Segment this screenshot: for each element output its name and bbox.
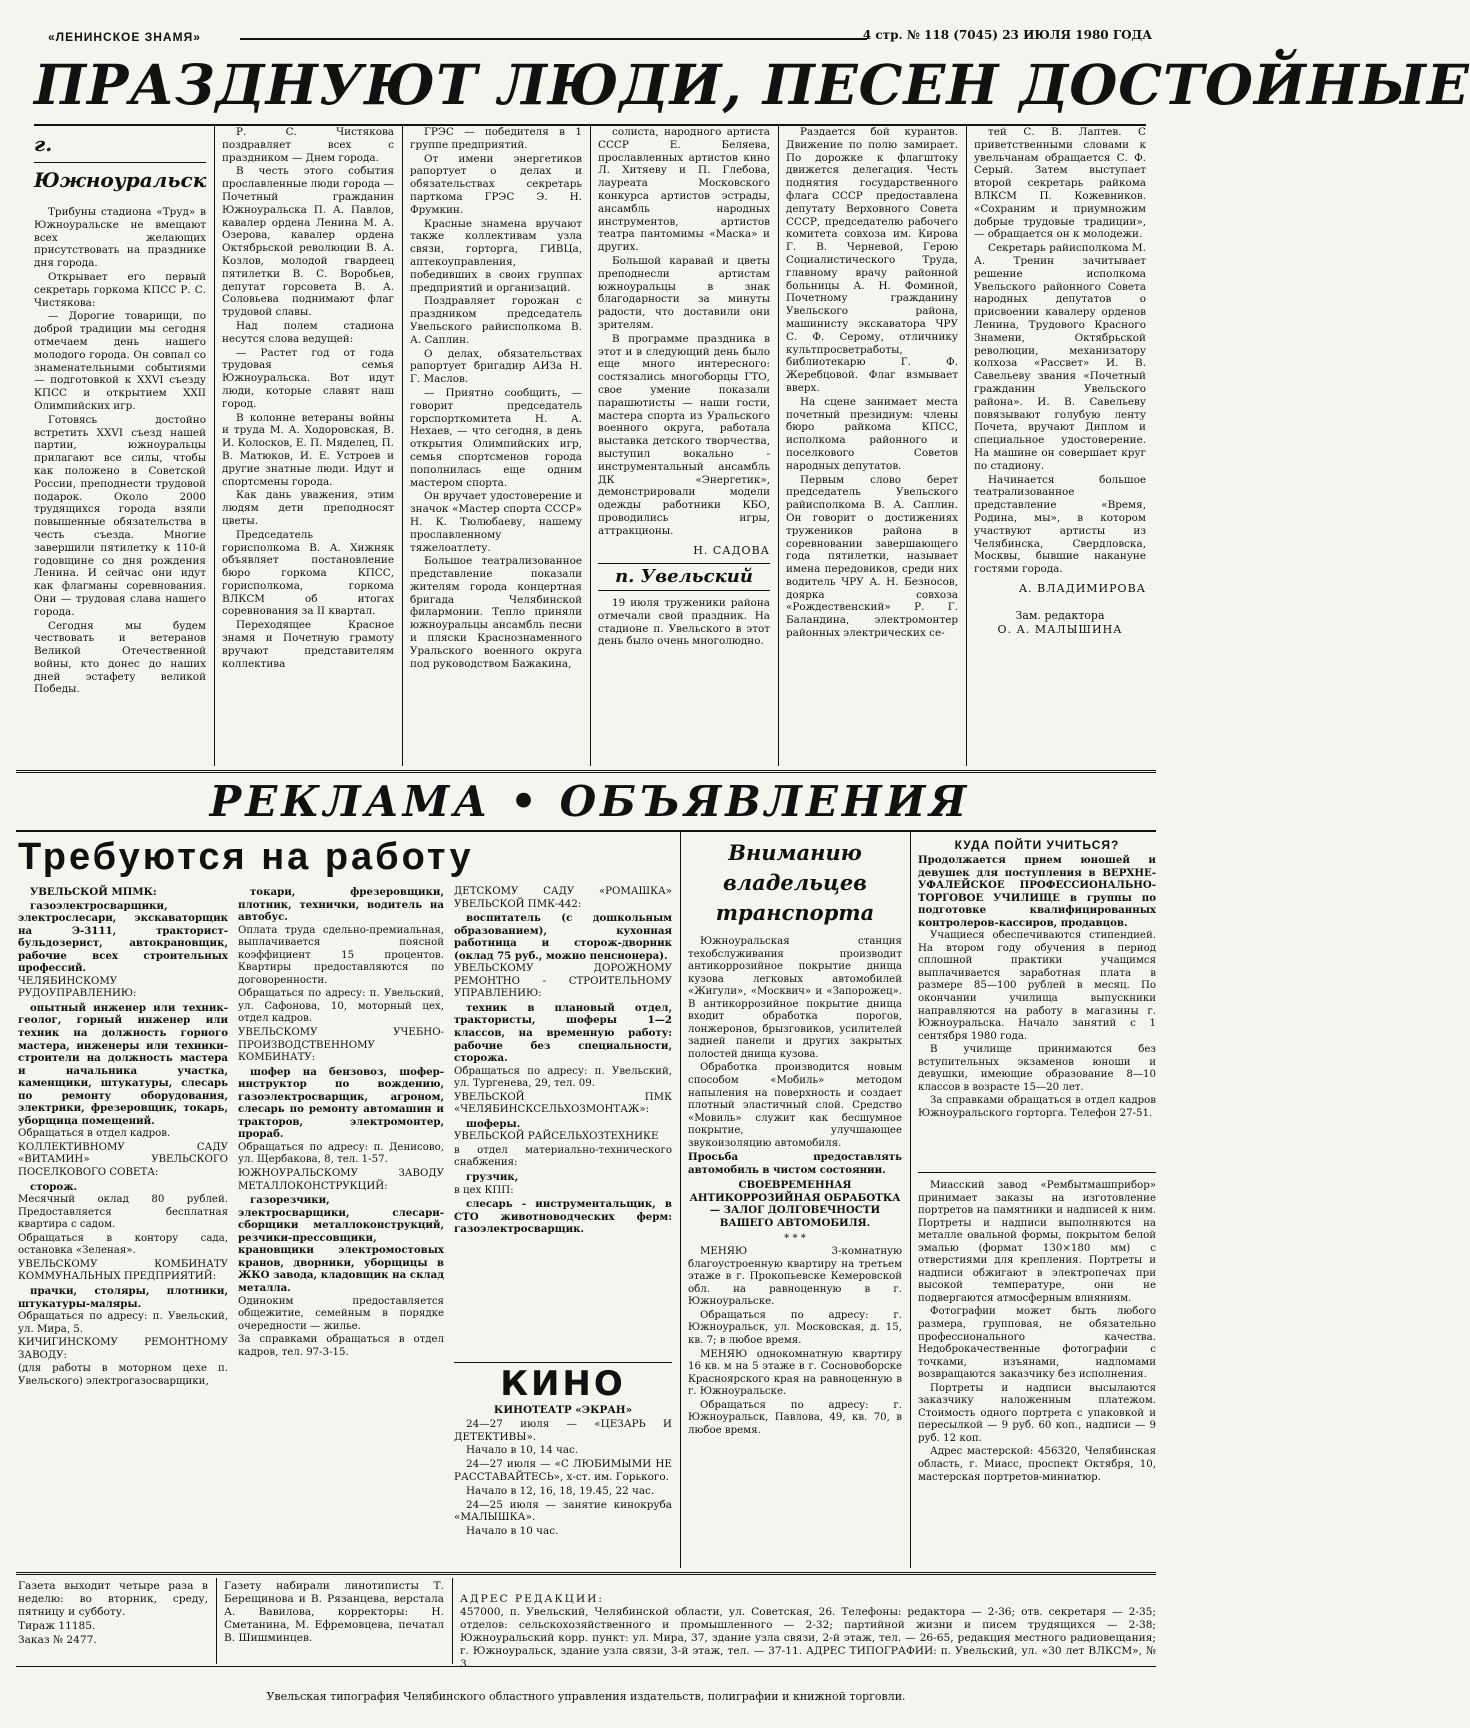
paragraph: Он вручает удостоверение и значок «Мастер спорта СССР» Н. К. Тюлюбаеву, нашему прославленному тяжелоатлету. (410, 490, 582, 554)
article-col-1 (34, 126, 206, 766)
paragraph: МЕНЯЮ однокомнатную квартиру 16 кв. м на 5 этаже в г. Сосновоборске Красноярского края на равноценную в г. Южноуральске. (688, 1348, 902, 1398)
paragraph: МЕНЯЮ 3-комнатную благоустроенную квартиру на третьем этаже в г. Прокопьевске Кемеровской обл. на равноценную в г. Южноуральске. (688, 1246, 902, 1308)
article-col-3 (410, 126, 582, 766)
paragraph: 19 июля труженики района отмечали свой праздник. На стадионе п. Увельского в этот день было очень многолюдно. (598, 597, 770, 648)
paragraph: Поздравляет горожан с праздником председатель Увельского райисполкома В. А. Саплин. (410, 295, 582, 346)
paragraph: Просьба предоставлять автомобиль в чистом состоянии. (688, 1151, 902, 1176)
job-entry: шоферы. (466, 1117, 521, 1130)
transport-block (688, 836, 902, 1568)
printer-line: Увельская типография Челябинского областного управления издательств, полиграфии и книжной торговли. (266, 1690, 906, 1703)
dateline: г. Южноуральск (34, 132, 207, 192)
paragraph: Красные знамена вручают также коллективам узла связи, горторга, ГИВЦа, аптекоуправления, победивших в своих группах предприятий и организаций. (410, 217, 582, 294)
job-entry: Одиноким предоставляется общежитие, семейным в порядке очередности — жилье. (238, 1295, 444, 1332)
job-entry: грузчик, (466, 1171, 519, 1184)
article-col-4 (598, 126, 770, 766)
paragraph: За справками обращаться в отдел кадров Южноуральского горторга. Телефон 27-51. (918, 1095, 1156, 1119)
job-entry: слесарь - инструментальщик, в СТО животноводческих ферм: газоэлектросварщик. (454, 1198, 672, 1236)
kino-line: Начало в 10 час. (466, 1525, 559, 1538)
cinema-name: КИНОТЕАТР «ЭКРАН» (493, 1404, 633, 1416)
paragraph: — Дорогие товарищи, по доброй традиции мы сегодня отмечаем день нашего молодого города. Он совпал со знаменательными событиями — подготовкой к XXVI съезду КПСС и открытием XXII Олимпийских игр. (34, 310, 206, 412)
kino-line: 24—27 июля — «С ЛЮБИМЫМИ НЕ РАССТАВАЙТЕСЬ», х-ст. им. Горького. (454, 1458, 672, 1483)
job-entry: Обращаться по адресу: п. Увельский, ул. Сафонова, 10, моторный цех, отдел кадров. (238, 988, 444, 1025)
paragraph: ГРЭС — победителя в 1 группе предприятий. (410, 126, 582, 151)
slogan: СВОЕВРЕМЕННАЯ АНТИКОРРОЗИЙНАЯ ОБРАБОТКА — ЗАЛОГ ДОЛГОВЕЧНОСТИ ВАШЕГО АВТОМОБИЛЯ. (689, 1179, 901, 1230)
paragraph: От имени энергетиков рапортует о делах и обязательствах секретарь парткома ГРЭС Э. Н. Фрумкин. (410, 152, 582, 216)
job-entry: ЮЖНОУРАЛЬСКОМУ ЗАВОДУ МЕТАЛЛОКОНСТРУКЦИЙ: (238, 1168, 444, 1192)
tirazh: Тираж 11185. (18, 1620, 96, 1633)
paragraph: Портреты и надписи высылаются заказчику наложенным платежом. Стоимость одного портрета с упаковкой и пересылкой — 9 руб. 60 коп., надписи — 9 руб. 12 коп. (918, 1382, 1156, 1444)
jobs-col-3 (454, 886, 672, 1356)
article-col-5 (786, 126, 958, 766)
footer-schedule (18, 1580, 208, 1662)
article-col-2 (222, 126, 394, 766)
job-entry: техник в плановый отдел, трактористы, шоферы 1—2 классов, на временную работу: рабочие без специальности, сторожа. (454, 1001, 672, 1065)
job-entry: Оплата труда сдельно-премиальная, выплачивается поясной коэффициент 15 процентов. Квартиры предоставляются по договоренности. (238, 924, 444, 986)
jobs-col-1 (18, 886, 228, 1568)
paragraph: На сцене занимает места почетный президиум: члены бюро райкома КПСС, исполкома районного и поселкового Советов народных депутатов. (786, 395, 958, 472)
paragraph: Р. С. Чистякова поздравляет всех с праздником — Днем города. (222, 126, 394, 164)
paragraph: Переходящее Красное знамя и Почетную грамоту вручают представителям коллектива (222, 619, 394, 670)
address-text: 457000, п. Увельский, Челябинской области, ул. Советская, 26. Телефоны: редактора — 2-36; отв. секретаря — 2-35; отделов: сельскохозяйственного и промышленного — 2-32; партийной жизни и писем трудящихся — 2-38; Южноуральский корр. пункт: ул. Мира, 37, здание узла связи, 2-й этаж, тел. — 26-65, редакция местного радиовещания; г. Южноуральск, здание узла связи, 3-й этаж, тел. — 37-11. АДРЕС ТИПОГРАФИИ: п. Увельский, ул. «30 лет ВЛКСМ», № 3. (460, 1606, 1156, 1671)
paragraph: Фотографии может быть любого размера, групповая, не обязательно профессионального качества. Недоброкачественные фотографии с точками, изъянами, надломами возвращаются заказчику без исполнения. (918, 1306, 1156, 1381)
jobs-col-2 (238, 886, 444, 1568)
paragraph: О делах, обязательствах рапортует бригадир АИЗа Н. Г. Маслов. (410, 347, 582, 386)
job-entry: ДЕТСКОМУ САДУ «РОМАШКА» УВЕЛЬСКОЙ ПМК-442: (454, 886, 672, 910)
paragraph: Трибуны стадиона «Труд» в Южноуральске не вмещают всех желающих присутствовать на празднике дня города. (34, 206, 206, 270)
portrait-block (918, 1180, 1156, 1568)
footer-address (460, 1580, 1156, 1671)
paragraph: Открывает его первый секретарь горкома КПСС Р. С. Чистякова: (34, 270, 206, 309)
paragraph: Сегодня мы будем чествовать и ветеранов Великой Отечественной войны, кто донес до наших дней эстафету великой Победы. (34, 619, 206, 696)
job-entry: УВЕЛЬСКОМУ УЧЕБНО-ПРОИЗВОДСТВЕННОМУ КОМБИНАТУ: (238, 1027, 444, 1064)
paper-name: «ЛЕНИНСКОЕ ЗНАМЯ» (48, 30, 201, 44)
paragraph: Готовясь достойно встретить XXVI съезд нашей партии, южноуральцы прилагают все силы, чтобы как положено в Советской России, преподнести трудовой подарок. Около 2000 трудящихся города взяли повышенные обязательства в честь съезда. Многие завершили пятилетку к 110-й годовщине со дня рождения Ленина. И сейчас они идут как флагманы соревнования. Они — трудовая слава нашего города. (34, 413, 206, 618)
section-divider (16, 770, 1156, 773)
paragraph: Большое театрализованное представление показали жителям города концертная бригада Челябинской филармонии. Тепло приняли южноуральцы ансамбль песни и пляски Краснознаменного Уральского военного округа под руководством Бажакина, (410, 555, 582, 670)
paragraph: Учащиеся обеспечиваются стипендией. На втором году обучения в период сплошной практики учащимся выплачивается заработная плата в размере 85—100 рублей в месяц. По окончании училища выпускники направляются на работу в магазины г. Южноуральска. Начало занятий с 1 сентября 1980 года. (918, 930, 1156, 1042)
job-entry: УВЕЛЬСКОЙ РАЙСЕЛЬХОЗТЕХНИКЕ (454, 1131, 659, 1143)
kino-line: 24—27 июля — «ЦЕЗАРЬ И ДЕТЕКТИВЫ». (454, 1417, 672, 1443)
paragraph: В честь этого события прославленные люди города — Почетный гражданин Южноуральска П. А. Павлов, кавалер ордена Ленина М. А. Озерова, кавалер ордена Октябрьской революции В. А. Козлов, молодой гвардеец пятилетки В. С. Воробьев, депутат горсовета В. А. Соловьева поднимают флаг трудовой славы. (222, 165, 394, 319)
job-entry: Обращаться по адресу: п. Денисово, ул. Щербакова, 8, тел. 1-57. (238, 1141, 444, 1166)
paragraph: — Растет год от года трудовая семья Южноуральска. Вот идут люди, которые славят наш город. (222, 346, 394, 410)
job-entry: УВЕЛЬСКОЙ ПМК «ЧЕЛЯБИНСКСЕЛЬХОЗМОНТАЖ»: (454, 1091, 672, 1116)
article-col-1-text (34, 206, 206, 696)
paragraph: Обращаться по адресу: г. Южноуральск, Павлова, 49, кв. 70, в любое время. (688, 1399, 902, 1436)
masthead-rule (240, 38, 867, 40)
paragraph: Продолжается прием юношей и девушек для поступления в ВЕРХНЕ-УФАЛЕЙСКОЕ ПРОФЕССИОНАЛЬНО-ТОРГОВОЕ УЧИЛИЩЕ в группы по подготовке квалифицированных контролеров-кассиров, продавцов. (918, 854, 1156, 929)
paragraph: Над полем стадиона несутся слова ведущей: (222, 319, 394, 345)
job-entry: Обращаться в контору сада, остановка «Зеленая». (18, 1232, 228, 1257)
editor-name: О. А. МАЛЫШИНА (997, 622, 1123, 636)
separator-stars: * * * (784, 1232, 806, 1244)
paragraph: Южноуральская станция техобслуживания производит антикоррозийное покрытие днища кузова легковых автомобилей «Жигули», «Москвич» и «Запорожец». В антикоррозийное покрытие днища входит обработка порогов, лонжеронов, брызговиков, усилителей задней панели и других закрытых полостей днища кузова. (688, 936, 902, 1060)
job-entry: газорезчики, электросварщики, слесари-сборщики металлоконструкций, резчики-прессовщики, крановщики электромостовых кранов, дворники, уборщицы в ЖКО завода, кладовщик на склад металла. (238, 1194, 444, 1294)
column-rule (214, 126, 215, 766)
job-entry: сторож. (30, 1180, 78, 1193)
kino-line: Начало в 12, 16, 18, 19.45, 22 час. (466, 1484, 655, 1497)
job-entry: Месячный оклад 80 рублей. Предоставляется бесплатная квартира с садом. (18, 1194, 228, 1231)
kino-line: 24—25 июля — занятие кинокруба «МАЛЫШКА». (454, 1498, 672, 1524)
zakaz: Заказ № 2477. (18, 1634, 97, 1647)
block-rule (918, 1172, 1156, 1173)
column-rule (910, 832, 911, 1568)
transport-heading: Вниманию владельцев транспорта (715, 840, 875, 925)
kino-heading: КИНО (500, 1364, 626, 1404)
footer-rule (16, 1572, 1156, 1575)
job-entry: шофер на бензовоз, шофер-инструктор по вождению, газоэлектросварщик, агроном, слесарь по ремонту автомашин и тракторов, электромонтер, прораб. (238, 1065, 444, 1141)
ads-banner: РЕКЛАМА • ОБЪЯВЛЕНИЯ (209, 777, 971, 826)
job-entry: в цех КПП: (454, 1184, 514, 1196)
typeset-text: Газету набирали линотиписты Т. Берещинова и В. Рязанцева, верстала А. Вавилова, корректоры: Н. Сметанина, М. Ефремовцева, печатал В. Шишминцев. (224, 1580, 444, 1645)
job-entry: КОЛЛЕКТИВНОМУ САДУ «ВИТАМИН» УВЕЛЬСКОГО ПОСЕЛКОВОГО СОВЕТА: (18, 1141, 228, 1179)
paragraph: Обработка производится новым способом «Мобиль» методом напыления на поверхность и создает плотный эластичный слой. Средство «Мовиль» служит как бесшумное покрытие, улучшающее звукоизоляцию автомобиля. (688, 1062, 902, 1149)
paragraph: Секретарь райисполкома М. А. Тренин зачитывает решение исполкома Увельского районного Совета народных депутатов о присвоении кавалеру орденов Ленина, Трудового Красного Знамени, Октябрьской революции, механизатору колхоза «Рассвет» И. В. Савельеву звания «Почетный гражданин Увельского района». И. В. Савельеву повязывают голубую ленту Почета, вручают Диплом и специальное удостоверение. На машине он совершает круг по стадиону. (974, 242, 1146, 472)
editor-title: Зам. редактора (1015, 609, 1105, 623)
job-entry: Обращаться по адресу: п. Увельский, ул. Мира, 5. (18, 1311, 228, 1335)
paragraph: Начинается большое театрализованное представление «Время, Родина, мы», в котором участвуют артисты из Челябинска, Свердловска, Москвы, бывшие накануне гостями города. (974, 473, 1146, 576)
column-rule (966, 126, 967, 766)
job-entry: воспитатель (с дошкольным образованием), кухонная работница и сторож-дворник (оклад 75 руб., можно пенсионера). (454, 912, 672, 962)
headline: ПРАЗДНУЮТ ЛЮДИ, ПЕСЕН ДОСТОЙНЫЕ (34, 52, 1470, 117)
job-entry: прачки, столяры, плотники, штукатуры-маляры. (18, 1284, 228, 1310)
dateline-2: п. Увельский (598, 563, 770, 591)
job-entry: опытный инженер или техник-геолог, горный инженер или техник на должность горного мастера, инженеры или техники-строители на должность мастера и начальника участка, каменщики, штукатуры, слесарь по ремонту оборудования, электрики, фрезеровщик, токарь, уборщица помещений. (18, 1001, 228, 1127)
paragraph: Первым слово берет председатель Увельского райисполкома В. А. Саплин. Он говорит о достижениях тружеников района в соревновании завершающего года пятилетки, называет имена передовиков, среди них водитель ЧРУ А. Н. Безносов, доярка совхоза «Рождественский» Р. Г. Баландина, электромонтер районных электрических се- (786, 473, 958, 640)
study-block (918, 836, 1156, 1166)
issue-line: 4 стр. № 118 (7045) 23 ИЮЛЯ 1980 ГОДА (862, 28, 1152, 42)
job-entry: Обращаться в отдел кадров. (18, 1128, 171, 1140)
paragraph: Как дань уважения, этим людям дети преподносят цветы. (222, 489, 394, 527)
jobs-heading: Требуются на работу (18, 836, 474, 878)
paragraph: В колонне ветераны войны и труда М. А. Ходоровская, В. И. Колосков, Е. П. Мяделец, П. В. Матюков, И. Е. Устроев и другие знатные люди. Идут и спортсмены города. (222, 411, 394, 488)
paragraph: Адрес мастерской: 456320, Челябинская область, г. Миасс, проспект Октября, 10, мастерская портретов-миниатюр. (918, 1446, 1156, 1483)
job-entry: Обращаться по адресу: п. Увельский, ул. Тургенева, 29, тел. 09. (454, 1065, 672, 1090)
paragraph: тей С. В. Лаптев. С приветственными словами к увельчанам обращается С. Ф. Серый. Затем выступает второй секретарь райкома ВЛКСМ П. Кожевников. «Сохраним и приумножим добрые трудовые традиции», — обращается он к молодежи. (974, 126, 1146, 241)
job-entry: УВЕЛЬСКОМУ КОМБИНАТУ КОММУНАЛЬНЫХ ПРЕДПРИЯТИЙ: (18, 1258, 228, 1283)
job-entry: КИЧИГИНСКОМУ РЕМОНТНОМУ ЗАВОДУ: (18, 1337, 228, 1361)
paragraph: Обращаться по адресу: г. Южноуральск, ул. Московская, д. 15, кв. 7; в любое время. (688, 1309, 902, 1346)
column-rule (216, 1578, 217, 1664)
article (34, 126, 1146, 766)
paragraph: Председатель горисполкома В. А. Хижняк объявляет постановление бюро горкома КПСС, горисполкома, горкома ВЛКСМ об итогах соревнования за II квартал. (222, 528, 394, 618)
paragraph: — Приятно сообщить, — говорит председатель горспорткомитета Н. А. Нехаев, — что сегодня, в день открытия Олимпийских игр, семья спортсменов города пополнилась еще одним мастером спорта. (410, 386, 582, 489)
column-rule (452, 1578, 453, 1664)
job-entry: ЧЕЛЯБИНСКОМУ РУДОУПРАВЛЕНИЮ: (18, 975, 137, 1000)
schedule-text: Газета выходит четыре раза в неделю: во вторник, среду, пятницу и субботу. (18, 1580, 208, 1619)
paragraph: В программе праздника в этот и в следующий день было еще много интересного: состязались многоборцы ГТО, свое умение показали парашютисты — наши гости, мастера спорта из Уральского военного округа, работала выставка детского творчества, выступил вокально - инструментальный ансамбль ДК «Энергетик», демонстрировали модели одежды работники КБО, проводились игры, аттракционы. (598, 332, 770, 537)
kino-line: Начало в 10, 14 час. (466, 1444, 579, 1457)
address (460, 1580, 1156, 1671)
column-rule (778, 126, 779, 766)
study-heading: КУДА ПОЙТИ УЧИТЬСЯ? (954, 838, 1120, 852)
job-entry: (для работы в моторном цехе п. Увельского) электрогазосварщики, (18, 1363, 228, 1387)
job-entry: За справками обращаться в отдел кадров, тел. 97-3-15. (238, 1334, 444, 1358)
paragraph: Миасский завод «Рембытмашприбор» принимает заказы на изготовление портретов на памятники и надписей к ним. Портреты и надписи выполняются на металле овальной формы, покрытом белой эмалью (формат 130×180 мм) с отверстиями для крепления. Портреты и надписи обжигают в электропечах при высокой температуре, они не подвергаются атмосферным влияниям. (918, 1180, 1156, 1304)
job-entry: токари, фрезеровщики, плотник, технички, водитель на автобус. (238, 886, 444, 924)
article-col-6 (974, 126, 1146, 766)
paragraph: солиста, народного артиста СССР Е. Беляева, прославленных артистов кино Л. Хитяеву и П. Глебова, лауреата Московского конкурса артистов эстрады, ансамбль народных инструментов, артистов театра пантомимы «Маска» и других. (598, 126, 770, 254)
paragraph: Раздается бой курантов. Движение по полю замирает. По дорожке к флагштоку движется делегация. Честь поднятия государственного флага СССР предоставлена депутату Верховного Совета СССР, председателю рабочего комитета совхоза им. Кирова Г. В. Черневой, Герою Социалистического Труда, главному врачу районной больницы А. Н. Фоминой, Почетному гражданину Увельского района, машинисту экскаватора ЧРУ С. Ф. Серому, отличнику культпросветработы, библиотекарю Г. Ф. Жеребцовой. Флаг взмывает вверх. (786, 126, 958, 394)
job-entry: газоэлектросварщики, электрослесари, экскаваторщик на Э-3111, тракторист-бульдозерист, автокрановщик, рабочие всех строительных профессий. (18, 899, 228, 975)
job-entry: в отдел материально-технического снабжения: (454, 1144, 672, 1169)
signature: Н. САДОВА (693, 543, 770, 557)
masthead (0, 0, 1174, 46)
dateline-rule (34, 162, 206, 163)
footer-bottom-rule (16, 1666, 1156, 1667)
paragraph: В училище принимаются без вступительных экзаменов юноши и девушки, имеющие образование 8—10 классов в возрасте 15—20 лет. (918, 1044, 1156, 1093)
column-rule (402, 126, 403, 766)
kino-rule (454, 1362, 672, 1363)
paragraph: Большой каравай и цветы преподнесли артистам южноуральцы в знак благодарности за минуты радости, что доставили они зрителям. (598, 254, 770, 331)
footer-typeset (224, 1580, 444, 1662)
job-entry: УВЕЛЬСКОМУ ДОРОЖНОМУ РЕМОНТНО - СТРОИТЕЛЬНОМУ УПРАВЛЕНИЮ: (454, 963, 672, 1000)
job-entry: УВЕЛЬСКОЙ МПМК: (30, 886, 157, 898)
address-label: АДРЕС РЕДАКЦИИ: (460, 1593, 604, 1606)
kino-block (454, 1362, 672, 1568)
column-rule (680, 832, 681, 1568)
signature: А. ВЛАДИМИРОВА (1018, 581, 1146, 595)
column-rule (590, 126, 591, 766)
